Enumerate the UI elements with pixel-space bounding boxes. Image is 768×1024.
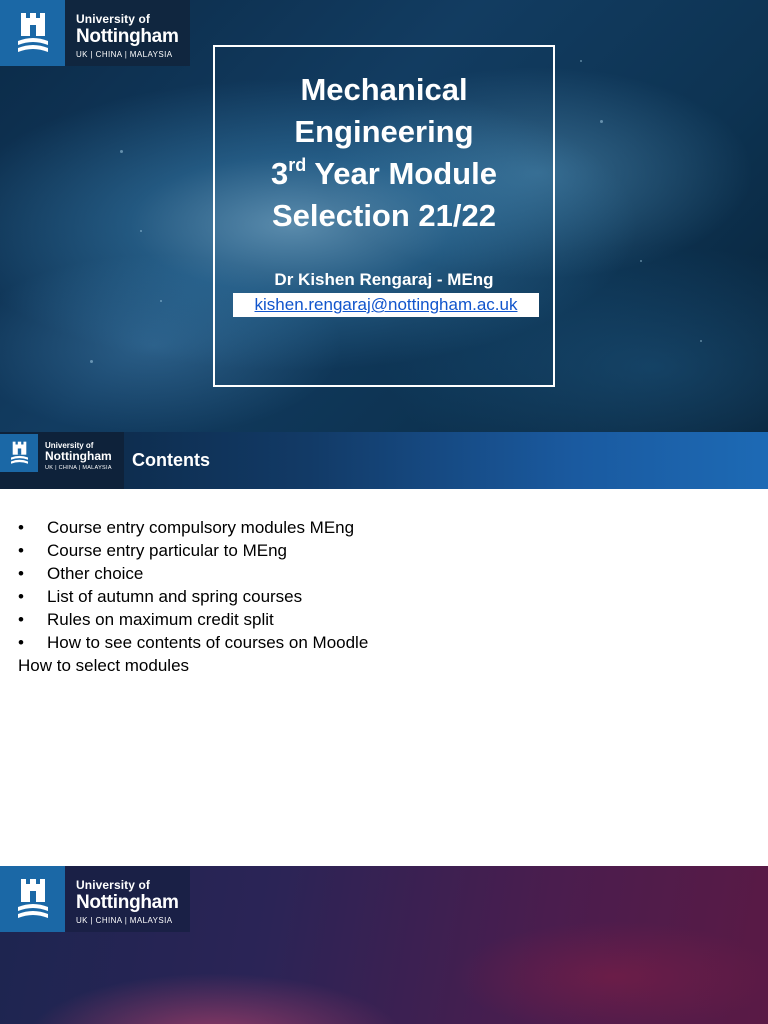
header-bar <box>0 432 768 489</box>
list-item-text: Course entry particular to MEng <box>47 541 287 560</box>
list-item <box>18 516 368 539</box>
title-frame <box>213 45 555 387</box>
next-slide <box>0 866 768 1024</box>
bullet-icon: • <box>18 587 24 606</box>
contents-heading: Contents <box>132 450 210 470</box>
title-line-1: Mechanical <box>300 72 468 107</box>
logo-nottingham: Nottingham <box>76 26 179 47</box>
bullet-icon: • <box>18 541 24 560</box>
contents-list <box>18 516 368 654</box>
logo-campuses: UK | CHINA | MALAYSIA <box>76 916 173 925</box>
list-item <box>18 631 368 654</box>
bullet-icon: • <box>18 610 24 629</box>
title-year-suffix: rd <box>288 155 307 175</box>
logo-nottingham: Nottingham <box>76 892 179 913</box>
title-line-2: Engineering <box>294 114 474 149</box>
list-item <box>18 562 368 585</box>
slide-title <box>215 69 553 237</box>
list-item <box>18 585 368 608</box>
title-line-4: Selection 21/22 <box>271 198 496 233</box>
list-item <box>18 608 368 631</box>
list-item <box>18 539 368 562</box>
logo-university-of: University of <box>76 878 150 892</box>
title-slide <box>0 0 768 432</box>
title-year-module: Year Module <box>306 156 497 191</box>
bullet-icon: • <box>18 633 24 652</box>
list-item-text: List of autumn and spring courses <box>47 587 303 606</box>
castle-crest-icon <box>0 0 65 66</box>
castle-crest-icon <box>0 866 65 932</box>
contents-last-line: How to select modules <box>18 656 190 675</box>
university-logo <box>0 866 190 932</box>
university-logo-small <box>0 432 124 489</box>
title-year-number: 3 <box>271 156 289 191</box>
castle-crest-icon <box>0 434 38 472</box>
email-link[interactable]: kishen.rengaraj@nottingham.ac.uk <box>233 293 539 317</box>
logo-university-of: University of <box>45 441 94 450</box>
university-logo <box>0 0 190 66</box>
title-line-3 <box>215 153 553 195</box>
author-name: Dr Kishen Rengaraj - MEng <box>274 270 494 289</box>
logo-campuses: UK | CHINA | MALAYSIA <box>76 50 173 59</box>
list-item-text: Other choice <box>47 564 144 583</box>
logo-campuses: UK | CHINA | MALAYSIA <box>45 465 112 471</box>
contents-slide <box>0 432 768 864</box>
list-item-text: Rules on maximum credit split <box>47 610 274 629</box>
bullet-icon: • <box>18 518 24 537</box>
logo-university-of: University of <box>76 12 150 26</box>
bullet-icon: • <box>18 564 24 583</box>
list-item-text: How to see contents of courses on Moodle <box>47 633 369 652</box>
logo-nottingham: Nottingham <box>45 449 112 463</box>
list-item-text: Course entry compulsory modules MEng <box>47 518 355 537</box>
